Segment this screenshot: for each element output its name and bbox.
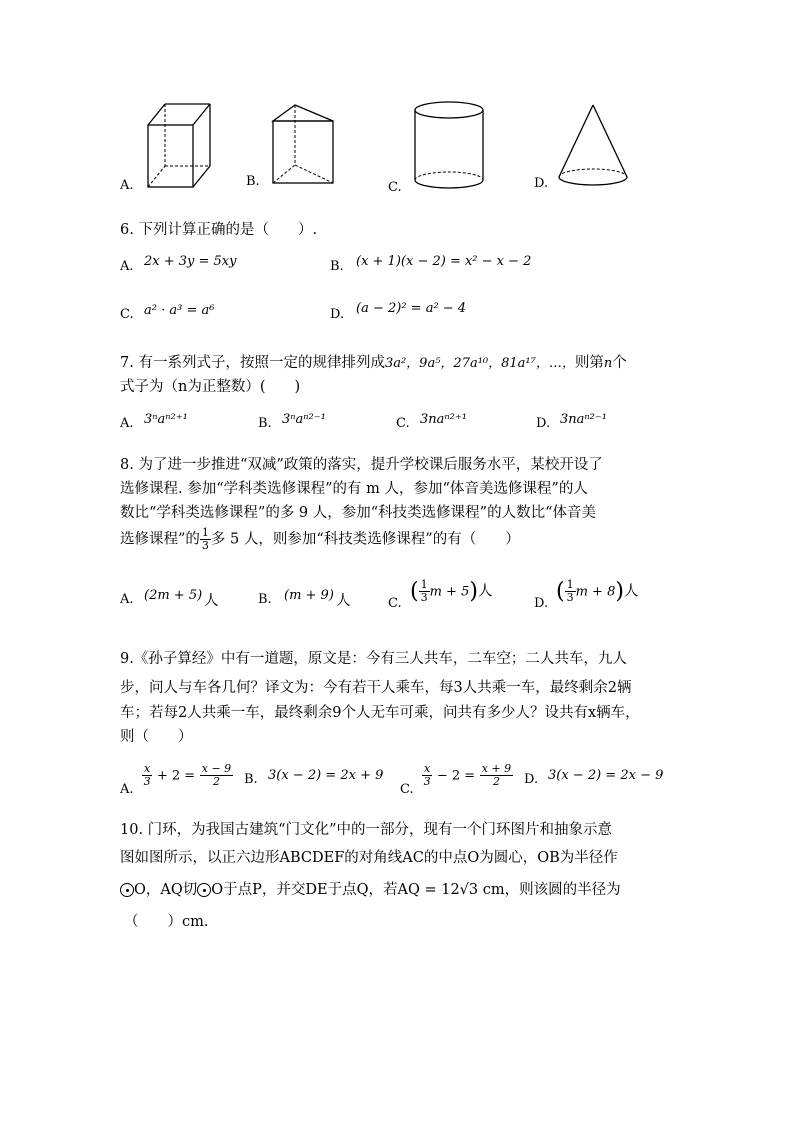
q10-line3: [120, 878, 621, 899]
q7-option-d-label: D.: [536, 416, 551, 431]
q8-c-frac-den: 3: [420, 591, 428, 604]
q9-c-frac2: [480, 763, 513, 788]
q5-option-c-label: C.: [388, 180, 402, 195]
q6-option-d-expr: (a − 2)² = a² − 4: [356, 301, 467, 316]
q6-option-c-expr: a² · a³ = a⁶: [144, 303, 215, 318]
q10-line4: （ ）cm.: [124, 914, 209, 930]
q8-option-b-unit: 人: [336, 593, 351, 609]
q8-d-frac-den: 3: [566, 591, 574, 604]
q9-line4: 则（ ）: [120, 729, 193, 745]
q8-d-open-paren: (: [556, 579, 565, 604]
q8-option-d-label: D.: [534, 596, 549, 611]
q8-line3: 数比“学科类选修课程”的多 9 人，参加“科技类选修课程”的人数比“体音美: [120, 505, 597, 521]
q7-option-b-expr: 3ⁿaⁿ²⁻¹: [282, 412, 326, 427]
q8-fraction: [200, 527, 211, 552]
q8-d-close-paren: ): [615, 579, 624, 604]
q6-option-a-label: A.: [120, 259, 134, 274]
q9-option-a-label: A.: [120, 782, 134, 797]
q8-option-a-expr: (2m + 5): [144, 588, 203, 603]
q9-option-d-expr: 3(x − 2) = 2x − 9: [548, 768, 664, 783]
q8-option-c-unit: 人: [477, 583, 493, 600]
q8-c-fraction: [419, 579, 430, 604]
q8-frac-num: 1: [201, 526, 209, 539]
q8-line2: 选修课程. 参加“学科类选修课程”的有 m 人，参加“体音美选修课程”的人: [120, 481, 588, 497]
q7-option-a-expr: 3ⁿaⁿ²⁺¹: [144, 412, 188, 427]
q7-option-c-expr: 3naⁿ²⁺¹: [420, 412, 467, 427]
q6-stem: 6. 下列计算正确的是（ ）.: [120, 222, 318, 238]
q8-option-a-label: A.: [120, 592, 134, 607]
q9-c-frac2-den: 2: [492, 775, 500, 788]
q10-line3-a: O，AQ切: [134, 882, 198, 898]
q9-c-frac1: [422, 763, 432, 788]
q9-line2: 步，问人与车各几何？译文为：今有若干人乘车，每3人共乘一车，最终剩余2辆: [120, 680, 632, 696]
q8-d-tail: m + 8: [575, 584, 616, 600]
q9-a-frac1: [142, 763, 152, 788]
q9-a-frac2-num: x − 9: [201, 762, 232, 775]
q6-option-b-label: B.: [330, 259, 344, 274]
rectangular-prism-figure: [140, 100, 220, 192]
q8-option-b-expr: (m + 9): [284, 588, 334, 603]
triangular-prism-figure: [268, 103, 340, 189]
q8-line1: 8. 为了进一步推进“双减”政策的落实，提升学校课后服务水平，某校开设了: [120, 457, 603, 473]
q8-line4: [120, 527, 520, 552]
q9-c-frac1-num: x: [424, 762, 431, 775]
q7-n-variable: n: [603, 356, 613, 371]
q9-c-mid: − 2 =: [436, 768, 476, 784]
q10-line1: 10. 门环，为我国古建筑“门文化”中的一部分，现有一个门环图片和抽象示意: [120, 822, 612, 838]
q6-option-d-label: D.: [330, 307, 345, 322]
q10-line3-b: O于点P，并交DE于点Q，若AQ = 12√3 cm，则该圆的半径为: [211, 882, 621, 898]
q9-a-frac1-den: 3: [143, 775, 151, 788]
q8-line4-post: 多 5 人，则参加“科技类选修课程”的有（ ）: [210, 531, 520, 548]
q9-c-frac2-num: x + 9: [481, 762, 512, 775]
q8-d-frac-num: 1: [566, 578, 574, 591]
q8-c-close-paren: ): [469, 579, 478, 604]
q7-option-d-expr: 3naⁿ²⁻¹: [560, 412, 607, 427]
q9-line1: 9.《孙子算经》中有一道题，原文是：今有三人共车，二车空；二人共车，九人: [120, 651, 627, 667]
q9-option-b-label: B.: [244, 772, 258, 787]
q8-option-a-unit: 人: [204, 593, 219, 609]
cone-figure: [556, 103, 632, 189]
q7-stem-text-3: 个: [612, 355, 627, 371]
q9-a-frac1-num: x: [144, 762, 151, 775]
q7-sequence: 3a²，9a⁵，27a¹⁰，81a¹⁷，…，: [384, 356, 575, 371]
q9-option-a-expr: [142, 763, 233, 788]
q5-option-d-label: D.: [534, 176, 549, 191]
q9-a-mid: + 2 =: [156, 768, 196, 784]
cylinder-figure: [412, 100, 488, 195]
q9-a-frac2-den: 2: [212, 775, 220, 788]
q9-option-b-expr: 3(x − 2) = 2x + 9: [268, 768, 384, 783]
q5-option-a-label: A.: [120, 178, 134, 193]
q8-option-c-label: C.: [388, 596, 402, 611]
q9-a-frac2: [200, 763, 233, 788]
q6-option-b-expr: (x + 1)(x − 2) = x² − x − 2: [356, 254, 532, 269]
q9-line3: 车；若每2人共乘一车，最终剩余9个人无车可乘，问共有多少人？设共有x辆车，: [120, 705, 640, 721]
q6-option-a-expr: 2x + 3y = 5xy: [144, 254, 237, 269]
circle-dot-icon-2: [197, 883, 211, 897]
q8-option-d-expr: [556, 579, 638, 604]
q7-stem-line2: 式子为（n为正整数）( ): [120, 379, 301, 395]
q9-c-frac1-den: 3: [423, 775, 431, 788]
q8-option-b-label: B.: [258, 592, 272, 607]
q5-option-b-label: B.: [246, 174, 260, 189]
q9-option-c-label: C.: [400, 782, 414, 797]
q6-option-c-label: C.: [120, 307, 134, 322]
q8-option-c-expr: [410, 579, 492, 604]
q8-c-open-paren: (: [410, 579, 419, 604]
q7-stem-text-2: 则第: [574, 355, 604, 371]
circle-dot-icon: [120, 883, 134, 897]
q7-option-c-label: C.: [396, 416, 410, 431]
q8-line4-pre: 选修课程”的: [120, 531, 200, 548]
q8-option-d-unit: 人: [623, 583, 639, 600]
q8-c-tail: m + 5: [429, 584, 470, 600]
q8-frac-den: 3: [201, 539, 209, 552]
q7-stem-text: 7. 有一系列式子，按照一定的规律排列成: [120, 355, 385, 371]
q10-line2: 图如图所示，以正六边形ABCDEF的对角线AC的中点O为圆心，OB为半径作: [120, 850, 618, 866]
q9-option-c-expr: [422, 763, 513, 788]
q7-option-b-label: B.: [258, 416, 272, 431]
q7-stem-line1: [120, 351, 627, 372]
q9-option-d-label: D.: [524, 772, 539, 787]
q8-d-fraction: [565, 579, 576, 604]
q8-c-frac-num: 1: [420, 578, 428, 591]
q7-option-a-label: A.: [120, 416, 134, 431]
